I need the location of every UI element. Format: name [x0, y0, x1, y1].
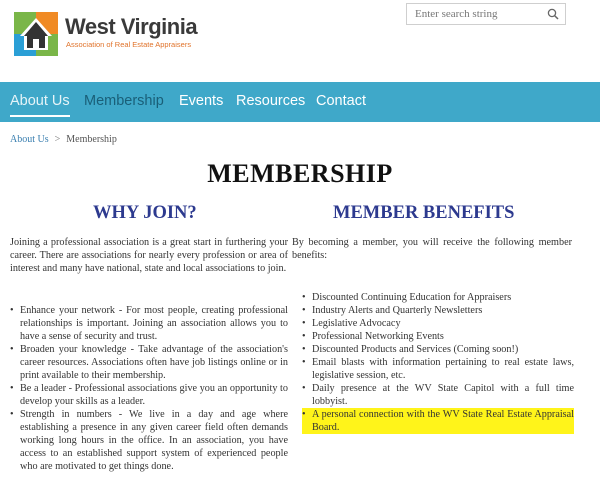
search-input[interactable]	[407, 4, 543, 24]
nav-item-contact[interactable]: Contact	[316, 93, 366, 109]
page-title: MEMBERSHIP	[207, 159, 393, 188]
breadcrumb-separator: >	[54, 134, 61, 145]
list-item: • Professional Networking Events	[302, 330, 574, 343]
member-benefits-intro: By becoming a member, you will receive the following member benefits:	[292, 237, 572, 261]
why-join-list	[10, 304, 288, 473]
list-item: • Strength in numbers - We live in a day and age where establishing a presence in any given career field often demands working long hours in the office. In an association, you have access to an established support system of experienced people who are motivated to get things done.	[10, 408, 288, 473]
logo-subtitle: Association of Real Estate Appraisers	[66, 40, 192, 49]
nav-item-about-us[interactable]: About Us	[10, 93, 70, 109]
logo-house-icon	[12, 8, 62, 60]
list-item: • Legislative Advocacy	[302, 317, 574, 330]
breadcrumb	[10, 134, 117, 145]
member-benefits-heading: MEMBER BENEFITS	[333, 203, 515, 223]
member-benefits-list	[302, 291, 574, 434]
breadcrumb-current: Membership	[66, 134, 117, 145]
highlighted-list-item: • A personal connection with the WV State Real Estate Appraisal Board.	[302, 408, 574, 434]
list-item: • Enhance your network - For most people, creating professional relationships is important. Joining an association allows you to have a sense of security and trust.	[10, 304, 288, 343]
list-item: • Be a leader - Professional associations give you an opportunity to develop your skills as a leader.	[10, 382, 288, 408]
nav-item-membership[interactable]: Membership	[84, 93, 164, 109]
list-item: • Industry Alerts and Quarterly Newsletters	[302, 304, 574, 317]
site-logo[interactable]	[12, 8, 198, 63]
list-item: • Email blasts with information pertaining to real estate laws, legislative session, etc.	[302, 356, 574, 382]
search-box	[406, 3, 566, 25]
list-item: • Daily presence at the WV State Capitol with a full time lobbyist.	[302, 382, 574, 408]
main-nav	[0, 82, 600, 122]
nav-item-resources[interactable]: Resources	[236, 93, 306, 109]
why-join-heading: WHY JOIN?	[93, 203, 197, 223]
logo-title: West Virginia	[65, 14, 198, 39]
list-item: • Discounted Products and Services (Coming soon!)	[302, 343, 574, 356]
list-item: • Discounted Continuing Education for Appraisers	[302, 291, 574, 304]
breadcrumb-link-about-us[interactable]: About Us	[10, 134, 49, 145]
site-header	[0, 0, 600, 80]
search-icon[interactable]	[547, 8, 559, 20]
why-join-intro: Joining a professional association is a great start in furthering your career. There are associations for nearly every profession or area of interest and many have national, state and local associations to join.	[10, 237, 288, 274]
list-item: • Broaden your knowledge - Take advantage of the association's career resources. Associations often have job listings online or in print available to their membership.	[10, 343, 288, 382]
nav-item-events[interactable]: Events	[179, 93, 224, 109]
